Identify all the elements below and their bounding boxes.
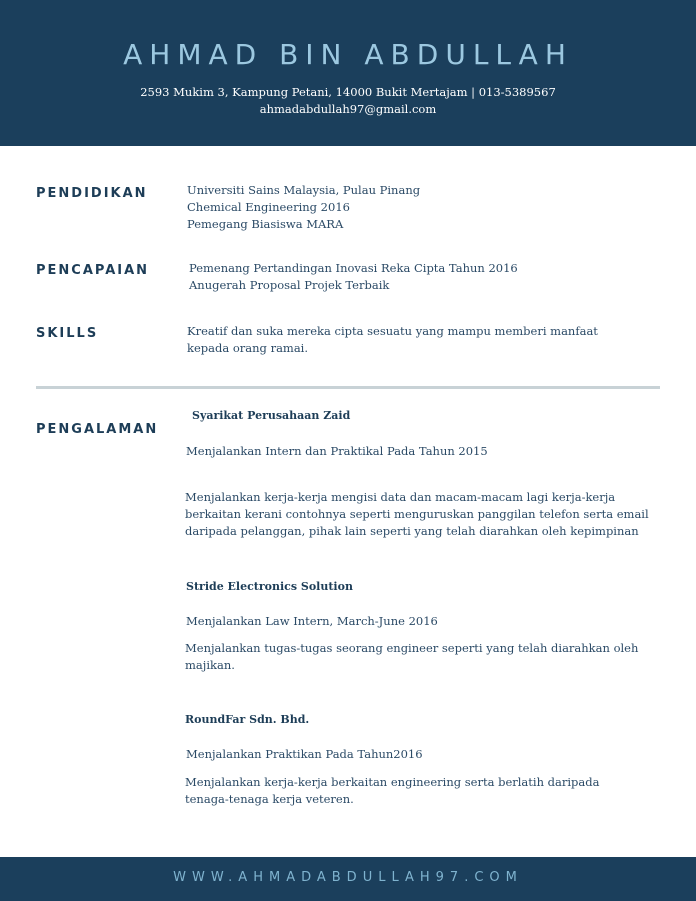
company-name: Stride Electronics Solution [186,580,353,593]
job-role-text: Menjalankan Praktikan Pada Tahun2016 [186,747,423,761]
education-line: Pemegang Biasiswa MARA [187,217,344,231]
achievement-line: Anugerah Proposal Projek Terbaik [189,278,390,292]
job-description-line: daripada pelanggan, pihak lain seperti yang telah diarahkan oleh kepimpinan [185,524,639,538]
resume-name: AHMAD BIN ABDULLAH [123,38,573,71]
job-description-text: Menjalankan kerja-kerja berkaitan engineering serta berlatih daripada tenaga-tenaga kerja veteren. [185,775,600,806]
skills-heading: SKILLS [36,326,99,341]
job-description-line: Menjalankan kerja-kerja mengisi data dan macam-macam lagi kerja-kerja [185,490,616,504]
skills-text: Kreatif dan suka mereka cipta sesuatu yang mampu memberi manfaat kepada orang ramai. [187,324,598,355]
address-phone: 2593 Mukim 3, Kampung Petani, 14000 Bukit Mertajam | 013-5389567 [140,85,556,99]
job-description [185,774,645,808]
job-description-line: berkaitan kerani contohnya seperti menguruskan panggilan telefon serta email [185,507,649,521]
education-line: Universiti Sains Malaysia, Pulau Pinang [187,183,421,197]
job-description-text: Menjalankan tugas-tugas seorang engineer seperti yang telah diarahkan oleh majikan. [185,641,639,672]
education-heading: PENDIDIKAN [36,186,148,201]
company-name: RoundFar Sdn. Bhd. [185,713,310,726]
achievement-line: Pemenang Pertandingan Inovasi Reka Cipta Tahun 2016 [189,261,518,275]
skills-block [187,323,642,357]
job-role-text: Menjalankan Law Intern, March-June 2016 [186,614,438,628]
company-name: Syarikat Perusahaan Zaid [192,409,351,422]
job-role [186,613,656,630]
job-role [186,443,656,460]
contact-info [0,84,696,118]
job-description [185,489,655,540]
website-link[interactable]: WWW.AHMADABDULLAH97.COM [173,870,523,885]
education-block [187,182,657,233]
achievements-heading: PENCAPAIAN [36,263,150,278]
job-role [186,746,656,763]
experience-heading: PENGALAMAN [36,422,159,437]
footer-banner [0,857,696,901]
job-description [185,640,645,674]
achievements-block [189,260,659,294]
education-line: Chemical Engineering 2016 [187,200,350,214]
email-address: ahmadabdullah97@gmail.com [259,102,437,116]
section-divider [36,386,660,389]
header-banner [0,0,696,146]
job-role-text: Menjalankan Intern dan Praktikal Pada Tahun 2015 [186,444,488,458]
